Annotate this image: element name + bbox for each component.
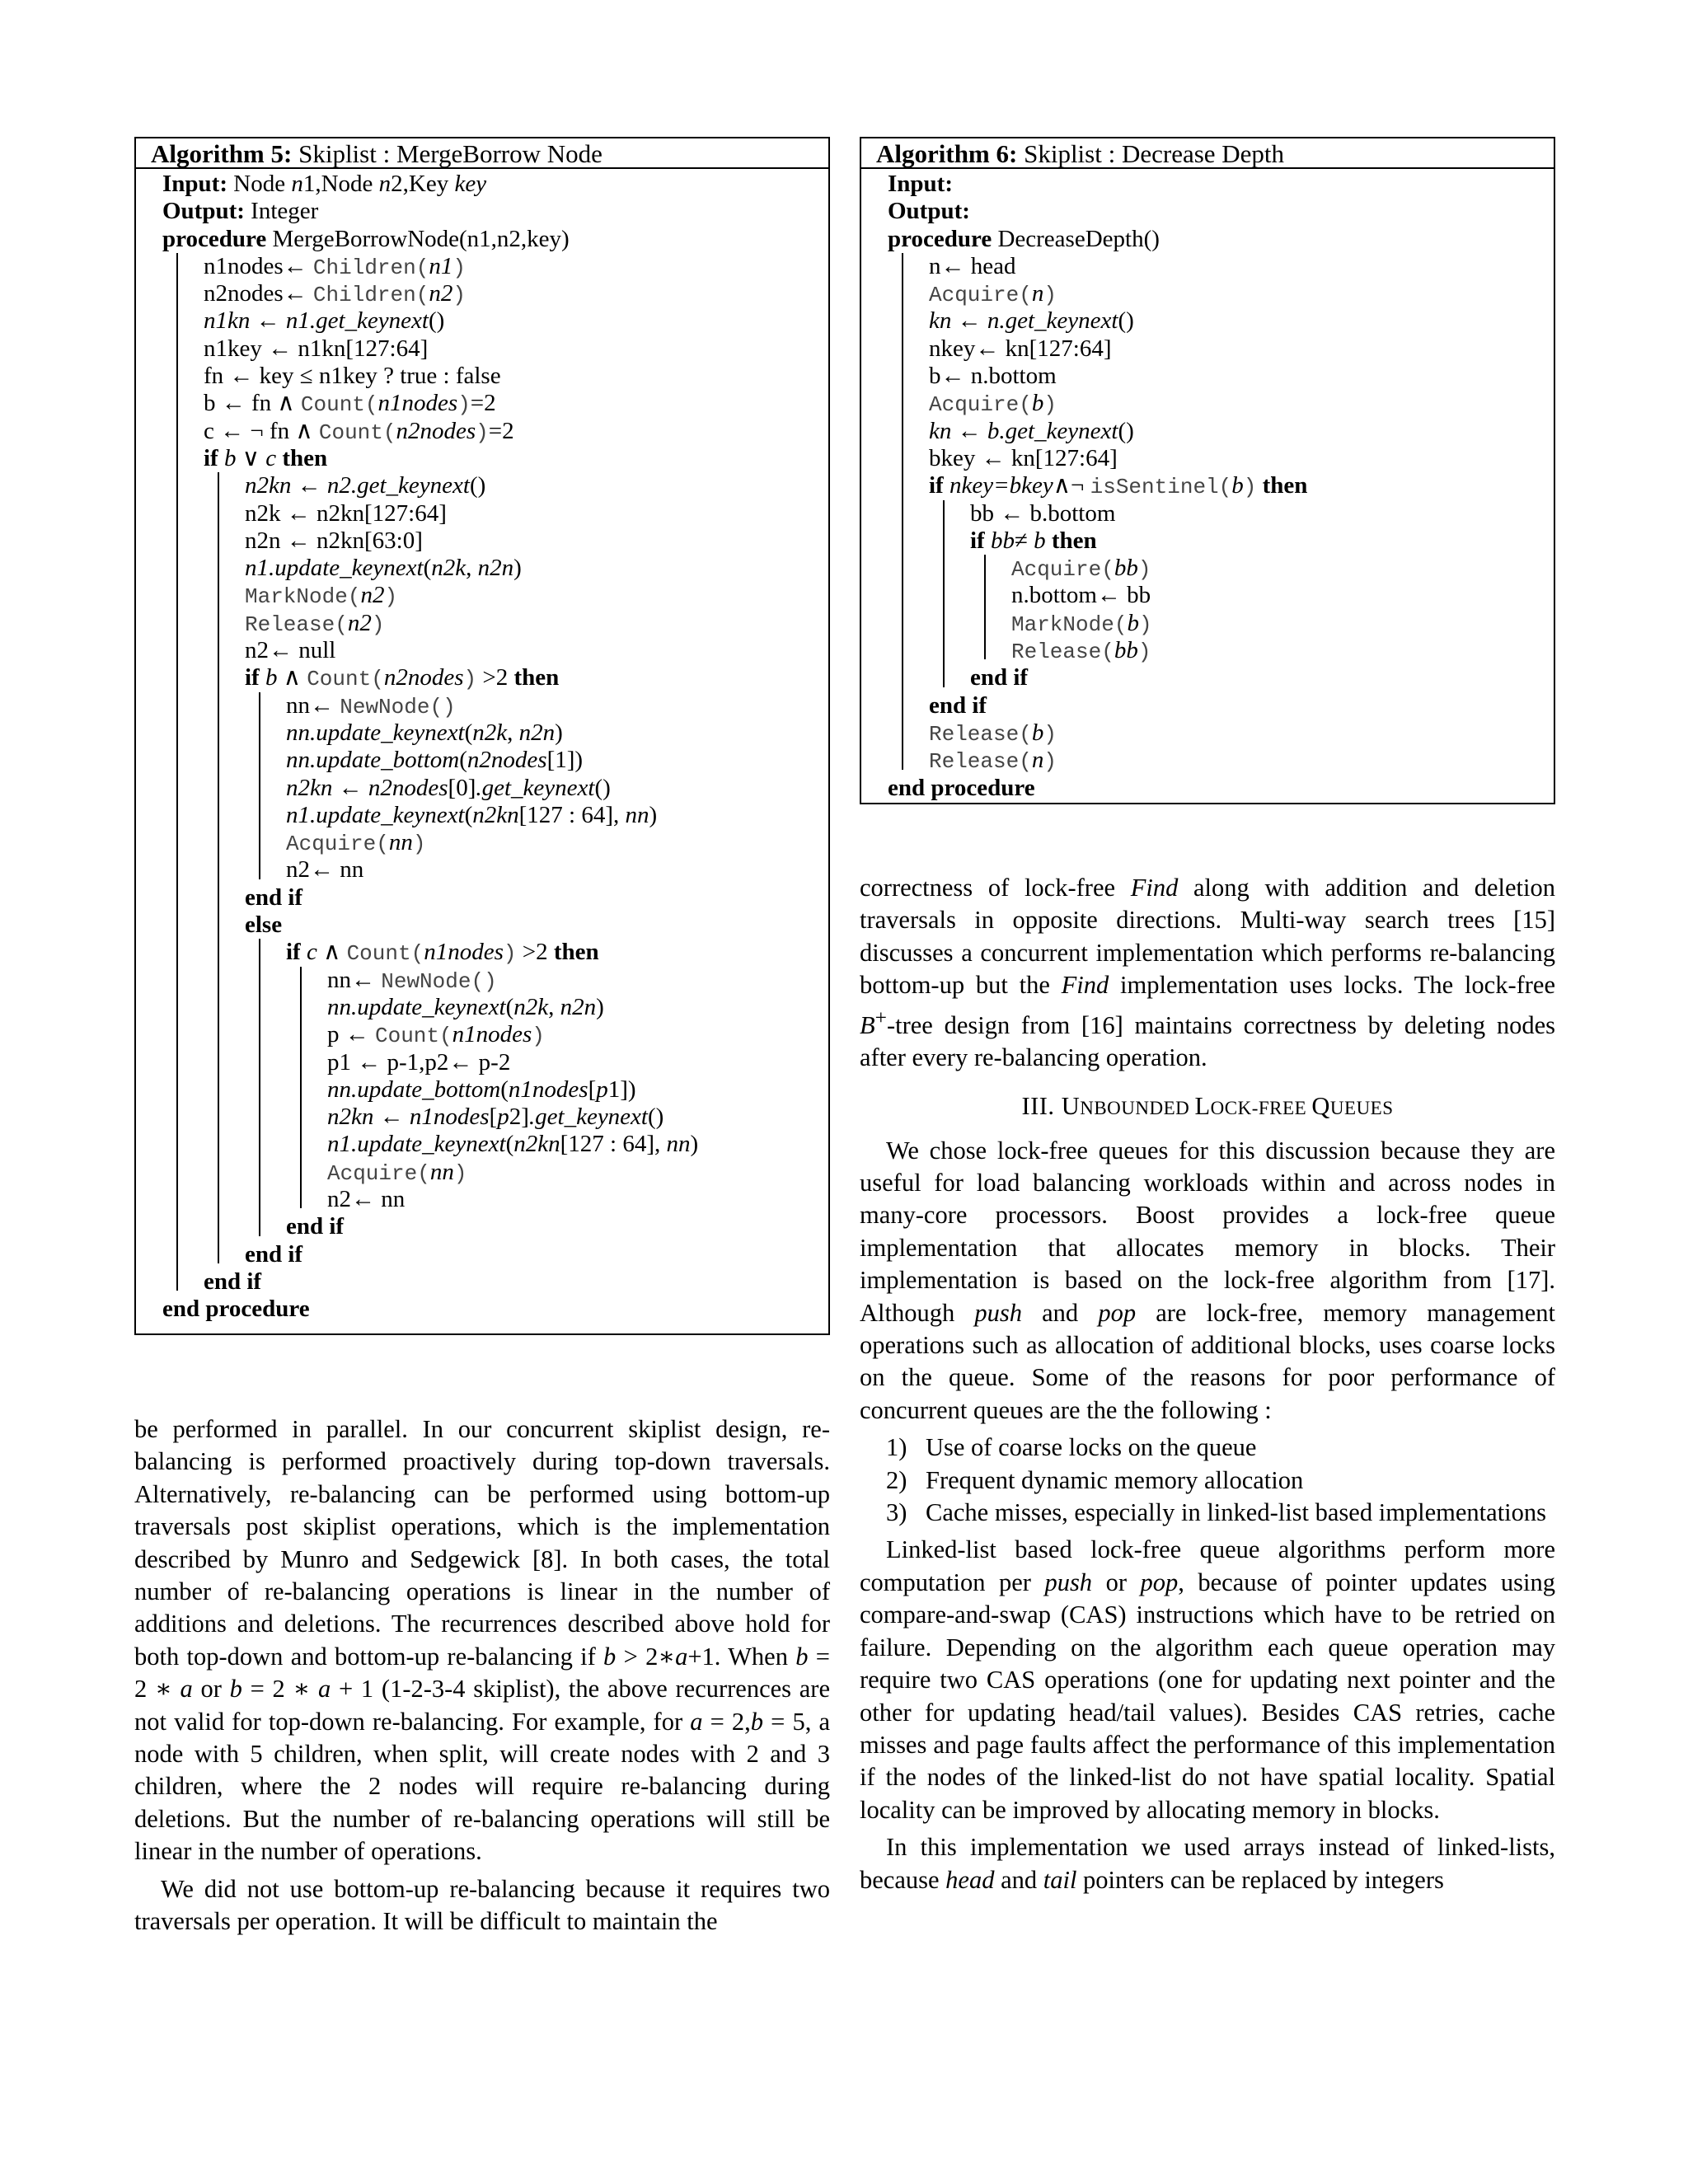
algorithm-6-line	[888, 363, 1554, 390]
indent-bar	[162, 1076, 204, 1104]
algorithm-5-line-text: end if	[286, 1213, 345, 1240]
indent-bar	[888, 280, 929, 307]
indent-bar	[888, 692, 929, 719]
algorithm-5-line-text: procedure MergeBorrowNode(n1,n2,key)	[162, 225, 570, 252]
indent-bar	[888, 610, 929, 637]
algorithm-5-line-text: nn← NewNode()	[286, 691, 456, 719]
algorithm-5-line	[162, 253, 828, 280]
indent-bar	[245, 1076, 286, 1104]
algorithm-5-line	[162, 1076, 828, 1104]
algorithm-5-line	[162, 802, 828, 829]
algorithm-5-line	[162, 1131, 828, 1158]
indent-bar	[204, 967, 245, 994]
indent-bar	[970, 610, 1011, 637]
indent-bar	[162, 307, 204, 335]
algorithm-5-line	[162, 1213, 828, 1240]
algorithm-5-line	[162, 994, 828, 1021]
algorithm-6-header	[861, 138, 1554, 169]
indent-bar	[162, 472, 204, 499]
algorithm-6-line-text: kn ← b.get_keynext()	[929, 417, 1134, 444]
algorithm-5-line	[162, 171, 828, 198]
indent-bar	[204, 856, 245, 883]
algorithm-5-line-text: n2kn ← n2nodes[0].get_keynext()	[286, 774, 611, 801]
indent-bar	[162, 1131, 204, 1158]
indent-bar	[929, 610, 970, 637]
algorithm-5-line	[162, 418, 828, 445]
indent-bar	[204, 747, 245, 774]
algorithm-5-line-text: nn.update_keynext(n2k, n2n)	[286, 719, 563, 746]
algorithm-6-box	[860, 137, 1555, 804]
algorithm-6-line	[888, 500, 1554, 527]
reasons-list	[860, 1432, 1555, 1529]
indent-bar	[204, 1021, 245, 1048]
indent-bar	[162, 280, 204, 307]
algorithm-5-line-text: if c ∧ Count(n1nodes) >2 then	[286, 939, 599, 967]
algorithm-6-line-text: Input:	[888, 171, 953, 197]
indent-bar	[286, 1131, 327, 1158]
indent-bar	[286, 1021, 327, 1048]
indent-bar	[204, 637, 245, 664]
indent-bar	[162, 912, 204, 939]
indent-bar	[204, 719, 245, 747]
indent-bar	[204, 912, 245, 939]
indent-bar	[204, 939, 245, 966]
algorithm-6-line	[888, 226, 1554, 253]
algorithm-6-line	[888, 692, 1554, 719]
algorithm-6-line	[888, 280, 1554, 307]
indent-bar	[204, 472, 245, 499]
algorithm-6-body	[861, 169, 1554, 807]
algorithm-5-line-text: n2k ← n2kn[127:64]	[245, 499, 447, 527]
indent-bar	[162, 856, 204, 883]
indent-bar	[929, 664, 970, 691]
section-title-part-1: NBOUNDED	[1080, 1097, 1195, 1118]
algorithm-6-line-text: if nkey=bkey∧¬ isSentinel(b) then	[929, 472, 1308, 500]
algorithm-6-line-text: kn ← n.get_keynext()	[929, 307, 1134, 335]
indent-bar	[162, 719, 204, 747]
indent-bar	[162, 829, 204, 856]
algorithm-5-line	[162, 1241, 828, 1268]
indent-bar	[286, 1076, 327, 1104]
algorithm-5-line	[162, 610, 828, 637]
indent-bar	[970, 582, 1011, 609]
algorithm-6-line-text: Acquire(n)	[929, 280, 1057, 308]
indent-bar	[888, 253, 929, 280]
algorithm-5-line-text: n1.update_keynext(n2k, n2n)	[245, 555, 522, 582]
algorithm-5-line	[162, 500, 828, 527]
algorithm-5-line-text: Input: Node n1,Node n2,Key key	[162, 171, 487, 197]
right-paragraph-4: In this implementation we used arrays instead of linked-lists, because head and tail pointers can be replaced by integers	[860, 1833, 1555, 1894]
algorithm-6-line-text: bb ← b.bottom	[970, 499, 1116, 527]
right-paragraph-2: We chose lock-free queues for this discussion because they are useful for load balancing workloads within and across nodes in many-core processors. Boost provides a lock-free queue implementation that allocates memory in blocks. Their implementation is based on the lock-free algorithm from [17]. Although push and pop are lock-free, memory management operations such as allocation of additional blocks, uses coarse locks on the queue. Some of the reasons for poor performance of concurrent queues are the the following :	[860, 1136, 1555, 1424]
indent-bar	[245, 1213, 286, 1240]
indent-bar	[162, 445, 204, 472]
indent-bar	[245, 802, 286, 829]
algorithm-5-line	[162, 637, 828, 664]
algorithm-5-line	[162, 747, 828, 774]
algorithm-5-line	[162, 1296, 828, 1323]
indent-bar	[929, 555, 970, 582]
algorithm-5-line-text: Acquire(nn)	[327, 1158, 467, 1186]
section-number: III.	[1021, 1091, 1055, 1120]
algorithm-6-line	[888, 171, 1554, 198]
algorithm-6-line	[888, 445, 1554, 472]
algorithm-5-line	[162, 775, 828, 802]
algorithm-5-line	[162, 692, 828, 719]
algorithm-5-line-text: n2← null	[245, 637, 336, 664]
algorithm-6-line-text: Release(b)	[929, 719, 1057, 747]
indent-bar	[204, 610, 245, 637]
algorithm-5-line-text: MarkNode(n2)	[245, 582, 398, 610]
algorithm-5-line	[162, 555, 828, 582]
indent-bar	[286, 1104, 327, 1131]
algorithm-6-line	[888, 664, 1554, 691]
indent-bar	[162, 555, 204, 582]
algorithm-5-line-text: n2← nn	[286, 856, 364, 883]
algorithm-5-line-text: n2kn ← n1nodes[p2].get_keynext()	[327, 1104, 664, 1131]
indent-bar	[929, 582, 970, 609]
algorithm-5-line	[162, 1104, 828, 1131]
indent-bar	[888, 445, 929, 472]
algorithm-5-line-text: c ← ¬ fn ∧ Count(n2nodes)=2	[204, 417, 514, 445]
right-column-text	[860, 872, 1555, 1896]
algorithm-5-line	[162, 856, 828, 883]
indent-bar	[245, 1021, 286, 1048]
algorithm-6-line-text: Output:	[888, 198, 970, 225]
right-paragraph-1: correctness of lock-free Find along with addition and deletion traversals in opposite directions. Multi-way search trees [15] discusses a concurrent implementation which performs re-balancing bottom-up but the Find implementation uses locks. The lock-free B+-tree design from [16] maintains correctness by deleting nodes after every re-balancing operation.	[860, 874, 1556, 1072]
algorithm-6-line	[888, 582, 1554, 609]
indent-bar	[245, 967, 286, 994]
algorithm-5-line	[162, 939, 828, 966]
algorithm-6-line	[888, 527, 1554, 555]
indent-bar	[245, 719, 286, 747]
algorithm-6-line	[888, 747, 1554, 774]
list-item	[860, 1465, 1555, 1497]
algorithm-5-line-text: fn ← key ≤ n1key ? true : false	[204, 363, 501, 390]
algorithm-6-line-text: b← n.bottom	[929, 363, 1057, 390]
algorithm-6-line-text: n← head	[929, 252, 1016, 279]
algorithm-5-line	[162, 719, 828, 747]
indent-bar	[204, 884, 245, 912]
right-paragraph-3: Linked-list based lock-free queue algorithms perform more computation per push or pop, because of pointer updates using compare-and-swap (CAS) instructions which have to be retried on failure. Depending on the algorithm each queue operation may require two CAS operations (one for updating next pointer and the other for updating head/tail values). Besides CAS retries, cache misses and page faults affect the performance of this implementation if the nodes of the linked-list do not have spatial locality. Spatial locality can be improved by allocating memory in blocks.	[860, 1535, 1555, 1824]
algorithm-5-line-text: n2n ← n2kn[63:0]	[245, 527, 423, 554]
indent-bar	[162, 418, 204, 445]
list-item-text: Cache misses, especially in linked-list based implementations	[926, 1498, 1547, 1527]
algorithm-5-line-text: b ← fn ∧ Count(n1nodes)=2	[204, 390, 496, 418]
indent-bar	[162, 1186, 204, 1213]
indent-bar	[245, 994, 286, 1021]
algorithm-5-line	[162, 1159, 828, 1186]
algorithm-5-line-text: nn.update_bottom(n2nodes[1])	[286, 747, 584, 774]
algorithm-6-line	[888, 610, 1554, 637]
algorithm-6-line-text: end if	[929, 691, 987, 719]
list-item	[860, 1432, 1555, 1464]
algorithm-5-body	[136, 169, 828, 1328]
indent-bar	[162, 1213, 204, 1240]
section-heading	[860, 1090, 1555, 1125]
indent-bar	[929, 527, 970, 555]
algorithm-5-line-text: n1.update_keynext(n2kn[127 : 64], nn)	[327, 1131, 699, 1158]
algorithm-5-line	[162, 664, 828, 691]
indent-bar	[204, 1049, 245, 1076]
indent-bar	[929, 500, 970, 527]
algorithm-6-line-text: Acquire(bb)	[1011, 555, 1151, 583]
algorithm-5-line-text: n1nodes← Children(n1)	[204, 252, 466, 280]
algorithm-6-line-text: Release(bb)	[1011, 637, 1151, 665]
indent-bar	[286, 967, 327, 994]
indent-bar	[204, 994, 245, 1021]
list-item-number: 3)	[886, 1498, 907, 1527]
algorithm-5-line	[162, 445, 828, 472]
indent-bar	[286, 1186, 327, 1213]
indent-bar	[204, 1131, 245, 1158]
indent-bar	[204, 692, 245, 719]
indent-bar	[204, 500, 245, 527]
algorithm-6-title: Skiplist : Decrease Depth	[1017, 139, 1285, 168]
left-column-text	[134, 1413, 830, 1938]
algorithm-5-line	[162, 967, 828, 994]
algorithm-5-line-text: if b ∨ c then	[204, 444, 328, 471]
indent-bar	[162, 1241, 204, 1268]
indent-bar	[162, 637, 204, 664]
section-title-part-2: OCK-FREE	[1210, 1097, 1312, 1118]
algorithm-6-line-text: end if	[970, 664, 1029, 691]
algorithm-6-line-text: procedure DecreaseDepth()	[888, 225, 1160, 252]
indent-bar	[970, 555, 1011, 582]
indent-bar	[162, 747, 204, 774]
indent-bar	[162, 1049, 204, 1076]
algorithm-5-title: Skiplist : MergeBorrow Node	[292, 139, 603, 168]
indent-bar	[888, 363, 929, 390]
list-item-text: Frequent dynamic memory allocation	[926, 1465, 1304, 1494]
algorithm-5-box	[134, 137, 830, 1335]
algorithm-5-line	[162, 472, 828, 499]
algorithm-5-line-text: nn.update_keynext(n2k, n2n)	[327, 993, 604, 1020]
algorithm-6-line	[888, 418, 1554, 445]
algorithm-6-line-text: Release(n)	[929, 747, 1057, 775]
indent-bar	[888, 719, 929, 747]
indent-bar	[204, 1159, 245, 1186]
algorithm-6-line	[888, 719, 1554, 747]
list-item	[860, 1497, 1555, 1529]
left-paragraph-1: be performed in parallel. In our concurrent skiplist design, re-balancing is performed proactively during top-down traversals. Alternatively, re-balancing can be performed using bottom-up traversals post skiplist operations, which is the implementation described by Munro and Sedgewick [8]. In both cases, the total number of re-balancing operations is linear in the number of additions and deletions. The recurrences described above hold for both top-down and bottom-up re-balancing if b > 2∗a+1. When b = 2 ∗ a or b = 2 ∗ a + 1 (1-2-3-4 skiplist), the above recurrences are not valid for top-down re-balancing. For example, for a = 2,b = 5, a node with 5 children, when split, will create nodes with 2 and 3 children, where the 2 nodes will require re-balancing during deletions. But the number of re-balancing operations will still be linear in the number of operations.	[134, 1415, 830, 1866]
algorithm-5-line-text: n1key ← n1kn[127:64]	[204, 335, 429, 362]
algorithm-5-line-text: if b ∧ Count(n2nodes) >2 then	[245, 664, 560, 692]
section-title-cap-l: L	[1194, 1091, 1211, 1120]
algorithm-5-header	[136, 138, 828, 169]
algorithm-5-label: Algorithm 5:	[151, 139, 293, 168]
indent-bar	[162, 692, 204, 719]
algorithm-6-line-text: MarkNode(b)	[1011, 609, 1152, 637]
algorithm-5-line	[162, 884, 828, 912]
list-item-number: 1)	[886, 1433, 907, 1462]
indent-bar	[204, 582, 245, 609]
algorithm-5-line-text: nn← NewNode()	[327, 966, 497, 994]
algorithm-6-line	[888, 253, 1554, 280]
indent-bar	[286, 1049, 327, 1076]
indent-bar	[204, 664, 245, 691]
indent-bar	[929, 637, 970, 664]
algorithm-5-line-text: Output: Integer	[162, 198, 319, 225]
list-item-text: Use of coarse locks on the queue	[926, 1433, 1257, 1462]
algorithm-5-line	[162, 1049, 828, 1076]
algorithm-5-line-text: p1 ← p-1,p2← p-2	[327, 1048, 511, 1076]
indent-bar	[162, 335, 204, 363]
algorithm-6-line-text: Acquire(b)	[929, 390, 1057, 418]
indent-bar	[204, 1186, 245, 1213]
section-title-cap-u: U	[1061, 1091, 1081, 1120]
indent-bar	[162, 582, 204, 609]
indent-bar	[888, 335, 929, 363]
algorithm-6-line	[888, 637, 1554, 664]
algorithm-5-line	[162, 307, 828, 335]
algorithm-5-line-text: end if	[245, 1240, 303, 1268]
indent-bar	[888, 637, 929, 664]
indent-bar	[162, 1021, 204, 1048]
algorithm-5-line-text: n2nodes← Children(n2)	[204, 280, 466, 308]
indent-bar	[162, 500, 204, 527]
algorithm-5-line	[162, 1021, 828, 1048]
indent-bar	[888, 390, 929, 417]
indent-bar	[286, 994, 327, 1021]
indent-bar	[204, 775, 245, 802]
indent-bar	[245, 829, 286, 856]
indent-bar	[162, 390, 204, 417]
algorithm-6-line-text: bkey ← kn[127:64]	[929, 444, 1118, 471]
algorithm-6-line-text: if bb≠ b then	[970, 527, 1097, 554]
section-title	[1062, 1092, 1394, 1120]
list-item-number: 2)	[886, 1465, 907, 1494]
indent-bar	[162, 363, 204, 390]
indent-bar	[888, 527, 929, 555]
indent-bar	[245, 939, 286, 966]
algorithm-5-line	[162, 390, 828, 417]
algorithm-5-line	[162, 198, 828, 225]
indent-bar	[245, 1186, 286, 1213]
indent-bar	[204, 829, 245, 856]
algorithm-5-line-text: n1kn ← n1.get_keynext()	[204, 307, 445, 335]
section-title-part-3: UEUES	[1329, 1097, 1394, 1118]
algorithm-5-line	[162, 582, 828, 609]
algorithm-5-line-text: nn.update_bottom(n1nodes[p1])	[327, 1076, 636, 1103]
algorithm-5-line-text: p ← Count(n1nodes)	[327, 1021, 545, 1049]
indent-bar	[204, 555, 245, 582]
algorithm-5-line	[162, 335, 828, 363]
algorithm-5-line-text: end procedure	[162, 1296, 310, 1323]
indent-bar	[245, 692, 286, 719]
indent-bar	[162, 610, 204, 637]
algorithm-5-line-text: n2← nn	[327, 1185, 406, 1212]
indent-bar	[204, 527, 245, 555]
indent-bar	[162, 1104, 204, 1131]
algorithm-6-label: Algorithm 6:	[876, 139, 1018, 168]
indent-bar	[286, 1159, 327, 1186]
algorithm-6-line	[888, 307, 1554, 335]
indent-bar	[162, 1268, 204, 1296]
indent-bar	[204, 1076, 245, 1104]
indent-bar	[888, 500, 929, 527]
indent-bar	[245, 1131, 286, 1158]
algorithm-6-line	[888, 472, 1554, 499]
algorithm-6-line-text: nkey← kn[127:64]	[929, 335, 1112, 362]
algorithm-6-line	[888, 198, 1554, 225]
indent-bar	[888, 307, 929, 335]
indent-bar	[245, 1049, 286, 1076]
left-paragraph-2: We did not use bottom-up re-balancing because it requires two traversals per operation. It will be difficult to maintain the	[134, 1874, 830, 1936]
algorithm-5-line	[162, 363, 828, 390]
indent-bar	[162, 664, 204, 691]
indent-bar	[162, 967, 204, 994]
indent-bar	[245, 1159, 286, 1186]
algorithm-6-line	[888, 775, 1554, 802]
indent-bar	[204, 1241, 245, 1268]
indent-bar	[888, 472, 929, 499]
algorithm-5-line	[162, 280, 828, 307]
indent-bar	[888, 582, 929, 609]
algorithm-5-line-text: n2kn ← n2.get_keynext()	[245, 472, 486, 499]
algorithm-5-line-text: end if	[245, 883, 303, 911]
indent-bar	[245, 1104, 286, 1131]
algorithm-6-line	[888, 335, 1554, 363]
algorithm-6-line-text: n.bottom← bb	[1011, 582, 1151, 609]
algorithm-5-line	[162, 1186, 828, 1213]
algorithm-5-line-text: else	[245, 912, 283, 939]
algorithm-5-line	[162, 829, 828, 856]
indent-bar	[204, 1213, 245, 1240]
algorithm-5-line	[162, 527, 828, 555]
algorithm-5-line-text: end if	[204, 1268, 262, 1295]
indent-bar	[888, 418, 929, 445]
indent-bar	[162, 939, 204, 966]
indent-bar	[162, 884, 204, 912]
indent-bar	[162, 1159, 204, 1186]
indent-bar	[245, 775, 286, 802]
algorithm-6-line	[888, 390, 1554, 417]
algorithm-5-line	[162, 1268, 828, 1296]
indent-bar	[204, 802, 245, 829]
algorithm-5-line	[162, 226, 828, 253]
indent-bar	[162, 527, 204, 555]
indent-bar	[245, 747, 286, 774]
indent-bar	[162, 775, 204, 802]
indent-bar	[162, 802, 204, 829]
section-title-cap-q: Q	[1311, 1091, 1330, 1120]
algorithm-6-line-text: end procedure	[888, 774, 1035, 801]
indent-bar	[888, 555, 929, 582]
algorithm-6-line	[888, 555, 1554, 582]
algorithm-5-line	[162, 912, 828, 939]
indent-bar	[888, 664, 929, 691]
algorithm-5-line-text: Release(n2)	[245, 609, 385, 637]
indent-bar	[162, 994, 204, 1021]
algorithm-5-line-text: n1.update_keynext(n2kn[127 : 64], nn)	[286, 801, 658, 828]
indent-bar	[888, 747, 929, 774]
indent-bar	[970, 637, 1011, 664]
indent-bar	[162, 253, 204, 280]
algorithm-5-line-text: Acquire(nn)	[286, 829, 426, 857]
indent-bar	[204, 1104, 245, 1131]
indent-bar	[245, 856, 286, 883]
